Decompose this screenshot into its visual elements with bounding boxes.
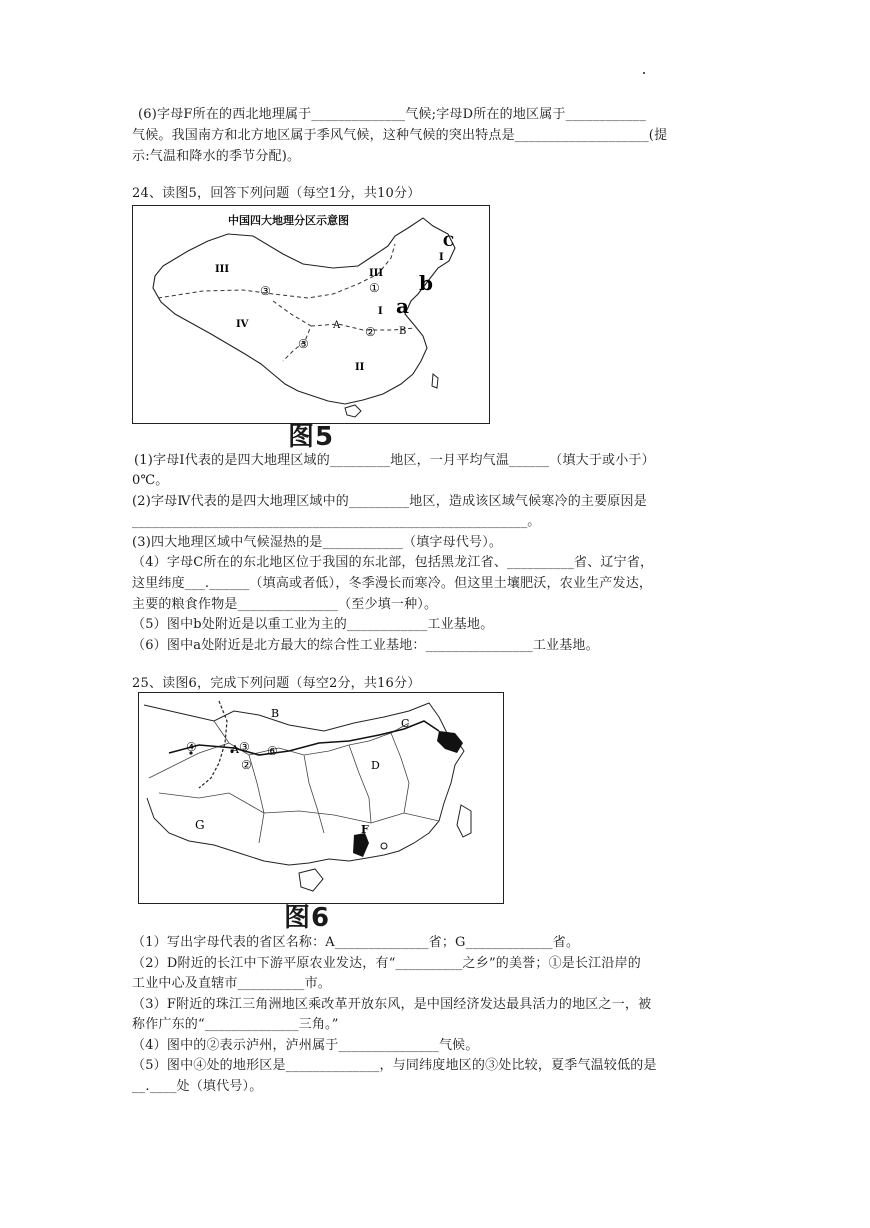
q24-line-4: ___________________________________________________________。 xyxy=(132,514,541,529)
label-B: B xyxy=(399,326,407,337)
q24-header: 24、读图5，回答下列问题（每空1分，共10分） xyxy=(132,186,421,201)
label-circle-4: ④ xyxy=(186,740,197,754)
divide-line-1 xyxy=(158,244,395,298)
label-F: F xyxy=(361,823,369,836)
label-C: C xyxy=(443,234,455,250)
q25-line-6: （4）图中的②表示泸州，泸州属于_______________气候。 xyxy=(132,1038,479,1053)
label-G: G xyxy=(195,818,205,832)
figure-5-caption: 图5 xyxy=(288,422,335,452)
label-A: A xyxy=(231,743,239,756)
q23-line-1: (6)字母F所在的西北地理属于______________气候;字母D所在的地区属于____________ xyxy=(138,107,647,122)
q25-line-5: 称作广东的“______________三角。” xyxy=(132,1017,339,1032)
shanghai-area xyxy=(437,731,463,753)
marker-circle xyxy=(381,843,387,849)
q24-line-9: （5）图中b处附近是以重工业为主的____________工业基地。 xyxy=(132,617,494,632)
q25-line-8: __.____处（填代号）。 xyxy=(132,1079,263,1094)
q24-line-5: (3)四大地理区域中气候湿热的是____________（填字母代号）。 xyxy=(132,535,503,550)
south-china-map xyxy=(139,693,503,903)
label-B: B xyxy=(271,707,280,720)
label-I-mid: I xyxy=(378,306,383,317)
figure-6-caption: 图6 xyxy=(284,903,331,933)
dashed-boundary xyxy=(199,701,227,788)
label-circle-3a: ③ xyxy=(260,284,271,298)
q25-line-2: （2）D附近的长江中下游平原农业发达，有“__________之乡”的美誉；①是长江沿岸的 xyxy=(132,956,641,971)
q25-header: 25、读图6，完成下列问题（每空2分，共16分） xyxy=(132,676,421,691)
q24-line-2: 0℃。 xyxy=(132,473,169,488)
label-C: C xyxy=(401,717,410,730)
label-circle-3: ③ xyxy=(239,740,250,754)
figure-6-map xyxy=(138,692,504,904)
china-regions-map xyxy=(133,206,489,423)
q24-line-1: (1)字母Ⅰ代表的是四大地理区域的_________地区，一月平均气温______（填大于或小于） xyxy=(134,453,655,468)
label-I-north: I xyxy=(439,252,444,263)
label-III-east: III xyxy=(369,268,384,279)
label-III-west: III xyxy=(215,264,230,275)
label-circle-6: ⑥ xyxy=(267,744,278,758)
taiwan-island xyxy=(457,805,471,837)
label-circle-1: ① xyxy=(369,281,380,295)
q24-line-10: （6）图中a处附近是北方最大的综合性工业基地：________________工业基地。 xyxy=(132,638,599,653)
divide-line-3 xyxy=(273,301,311,361)
label-D: D xyxy=(371,759,380,772)
label-IV: IV xyxy=(236,319,249,330)
q25-line-1: （1）写出字母代表的省区名称：A______________省；G_____________省。 xyxy=(132,935,580,950)
hainan-island xyxy=(299,869,323,891)
china-outline xyxy=(153,218,455,404)
label-circle-2: ② xyxy=(241,758,252,772)
label-A: A xyxy=(333,320,341,331)
label-circle-2: ② xyxy=(365,325,376,339)
stray-dot xyxy=(643,72,645,74)
q25-line-3: 工业中心及直辖市__________市。 xyxy=(132,976,332,991)
region-outline xyxy=(144,703,464,865)
label-b: b xyxy=(419,271,433,295)
label-a: a xyxy=(396,294,409,318)
figure-5-map xyxy=(132,205,490,424)
q25-line-4: （3）F附近的珠江三角洲地区乘改革开放东风，是中国经济发达最具活力的地区之一，被 xyxy=(132,997,652,1012)
q23-line-3: 示:气温和降水的季节分配)。 xyxy=(132,149,301,164)
label-II: II xyxy=(355,362,365,373)
taiwan-island xyxy=(432,374,438,388)
q25-line-7: （5）图中④处的地形区是______________，与同纬度地区的③处比较，夏季气温较低的是 xyxy=(132,1058,657,1073)
hainan-island xyxy=(345,405,361,417)
q24-line-6: （4）字母C所在的东北地区位于我国的东北部，包括黑龙江省、__________省、辽宁省， xyxy=(132,555,654,570)
q23-line-2: 气候。我国南方和北方地区属于季风气候，这种气候的突出特点是____________________(提 xyxy=(132,128,668,143)
q24-line-7: 这里纬度___.______（填高或者低），冬季漫长而寒冷。但这里土壤肥沃，农业生产发达， xyxy=(132,576,653,591)
q24-line-8: 主要的粮食作物是_______________（至少填一种）。 xyxy=(132,597,438,612)
label-circle-3b: ③ xyxy=(298,337,309,351)
pearl-delta-area xyxy=(353,833,369,857)
q24-line-3: (2)字母Ⅳ代表的是四大地理区域中的_________地区，造成该区域气候寒冷的主要原因是 xyxy=(132,494,647,509)
map-title: 中国四大地理分区示意图 xyxy=(228,214,349,227)
